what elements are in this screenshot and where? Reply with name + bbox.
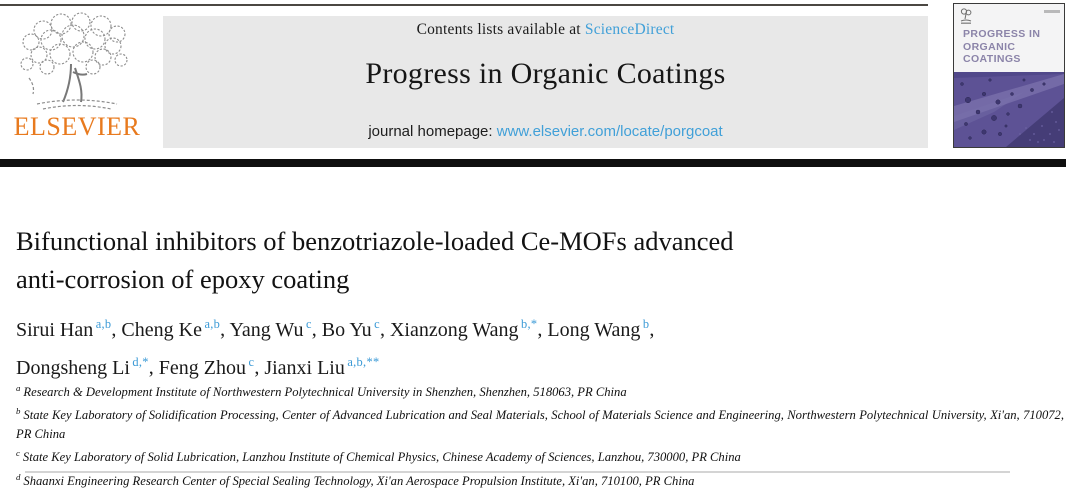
cover-issn-text: [1044, 10, 1060, 13]
cover-micrograph-image: [954, 72, 1064, 147]
author-list: [16, 308, 836, 384]
affiliation-text: Shaanxi Engineering Research Center of Special Sealing Technology, Xi'an Aerospace Propulsion Institute, Xi'an, 710100, PR China: [23, 473, 695, 488]
author-separator: ,: [379, 318, 390, 341]
cover-journal-title: PROGRESS IN ORGANIC COATINGS: [963, 28, 1041, 65]
author-affiliation-sup[interactable]: a,b: [95, 317, 112, 331]
author-name[interactable]: Long Wang $^b$: [547, 317, 650, 341]
author-line: [16, 308, 836, 346]
bottom-rule: [25, 471, 1010, 473]
elsevier-tree-icon: [13, 12, 141, 116]
author-name[interactable]: Bo Yu $^c$: [321, 317, 380, 341]
author-separator: ,: [311, 318, 322, 341]
author-separator: ,: [220, 318, 230, 341]
article-title-line2: anti-corrosion of epoxy coating: [16, 264, 350, 294]
elsevier-wordmark: ELSEVIER: [13, 112, 141, 141]
affiliation-sup: d: [16, 471, 21, 482]
affiliation: [16, 379, 1064, 402]
contents-line-text: Contents lists available at: [416, 21, 585, 38]
article-title-line1: Bifunctional inhibitors of benzotriazole-loaded Ce-MOFs advanced: [16, 226, 734, 256]
author-name[interactable]: Feng Zhou $^c$: [158, 355, 255, 379]
affiliation-list: [16, 379, 1064, 491]
homepage-line: [163, 123, 928, 140]
affiliation: [16, 402, 1064, 444]
author-separator: ,: [111, 318, 122, 341]
author-name[interactable]: Jianxi Liu $^{a,b,**}$: [264, 355, 380, 379]
article-title: [16, 222, 876, 298]
author-separator: ,: [148, 356, 159, 379]
affiliation-sup: b: [16, 406, 21, 417]
author-separator: ,: [649, 318, 655, 341]
affiliation-sup: a: [16, 383, 21, 393]
author-affiliation-sup[interactable]: a,b: [204, 317, 221, 331]
author-affiliation-sup[interactable]: c: [374, 317, 380, 331]
author-name[interactable]: Yang Wu $^c$: [229, 317, 312, 341]
contents-line: [163, 21, 928, 39]
top-rule: [0, 4, 928, 6]
elsevier-logo[interactable]: [8, 12, 146, 152]
journal-homepage-link[interactable]: www.elsevier.com/locate/porgcoat: [496, 123, 723, 140]
affiliation-text: State Key Laboratory of Solid Lubrication, Lanzhou Institute of Chemical Physics, Chinese Academy of Sciences, Lanzhou, 730000, PR China: [22, 450, 741, 465]
sciencedirect-link[interactable]: ScienceDirect: [584, 21, 675, 38]
author-affiliation-sup[interactable]: b,*: [520, 317, 538, 331]
author-affiliation-sup[interactable]: a,b,**: [347, 355, 380, 370]
author-affiliation-sup[interactable]: d,*: [132, 355, 149, 370]
homepage-line-text: journal homepage:: [368, 123, 497, 140]
affiliation: [16, 444, 1064, 467]
journal-cover[interactable]: [953, 3, 1065, 148]
author-name[interactable]: Cheng Ke $^{a,b}$: [121, 317, 221, 341]
author-name[interactable]: Dongsheng Li $^{d,*}$: [16, 355, 149, 379]
cover-publisher-mark-icon: [959, 8, 973, 25]
author-separator: ,: [537, 318, 548, 341]
author-name[interactable]: Xianzong Wang $^{b,*}$: [389, 317, 538, 341]
author-affiliation-sup[interactable]: c: [305, 317, 312, 331]
journal-masthead: [163, 16, 928, 148]
journal-title: Progress in Organic Coatings: [365, 57, 726, 90]
affiliation-text: State Key Laboratory of Solidification Processing, Center of Advanced Lubrication and Seal Materials, School of Materials Science and Engineering, Northwestern Polytechnical University, Xi'an, 710072, PR China: [16, 408, 1064, 442]
affiliation-text: Research & Development Institute of Northwestern Polytechnical University in Shenzhen, Shenzhen, 518063, PR China: [23, 385, 627, 400]
author-separator: ,: [254, 356, 265, 379]
affiliation-sup: c: [16, 448, 20, 459]
section-divider-bar: [0, 159, 1066, 167]
author-affiliation-sup[interactable]: b: [642, 317, 650, 331]
author-name[interactable]: Sirui Han $^{a,b}$: [16, 317, 112, 341]
author-affiliation-sup[interactable]: c: [248, 355, 255, 370]
